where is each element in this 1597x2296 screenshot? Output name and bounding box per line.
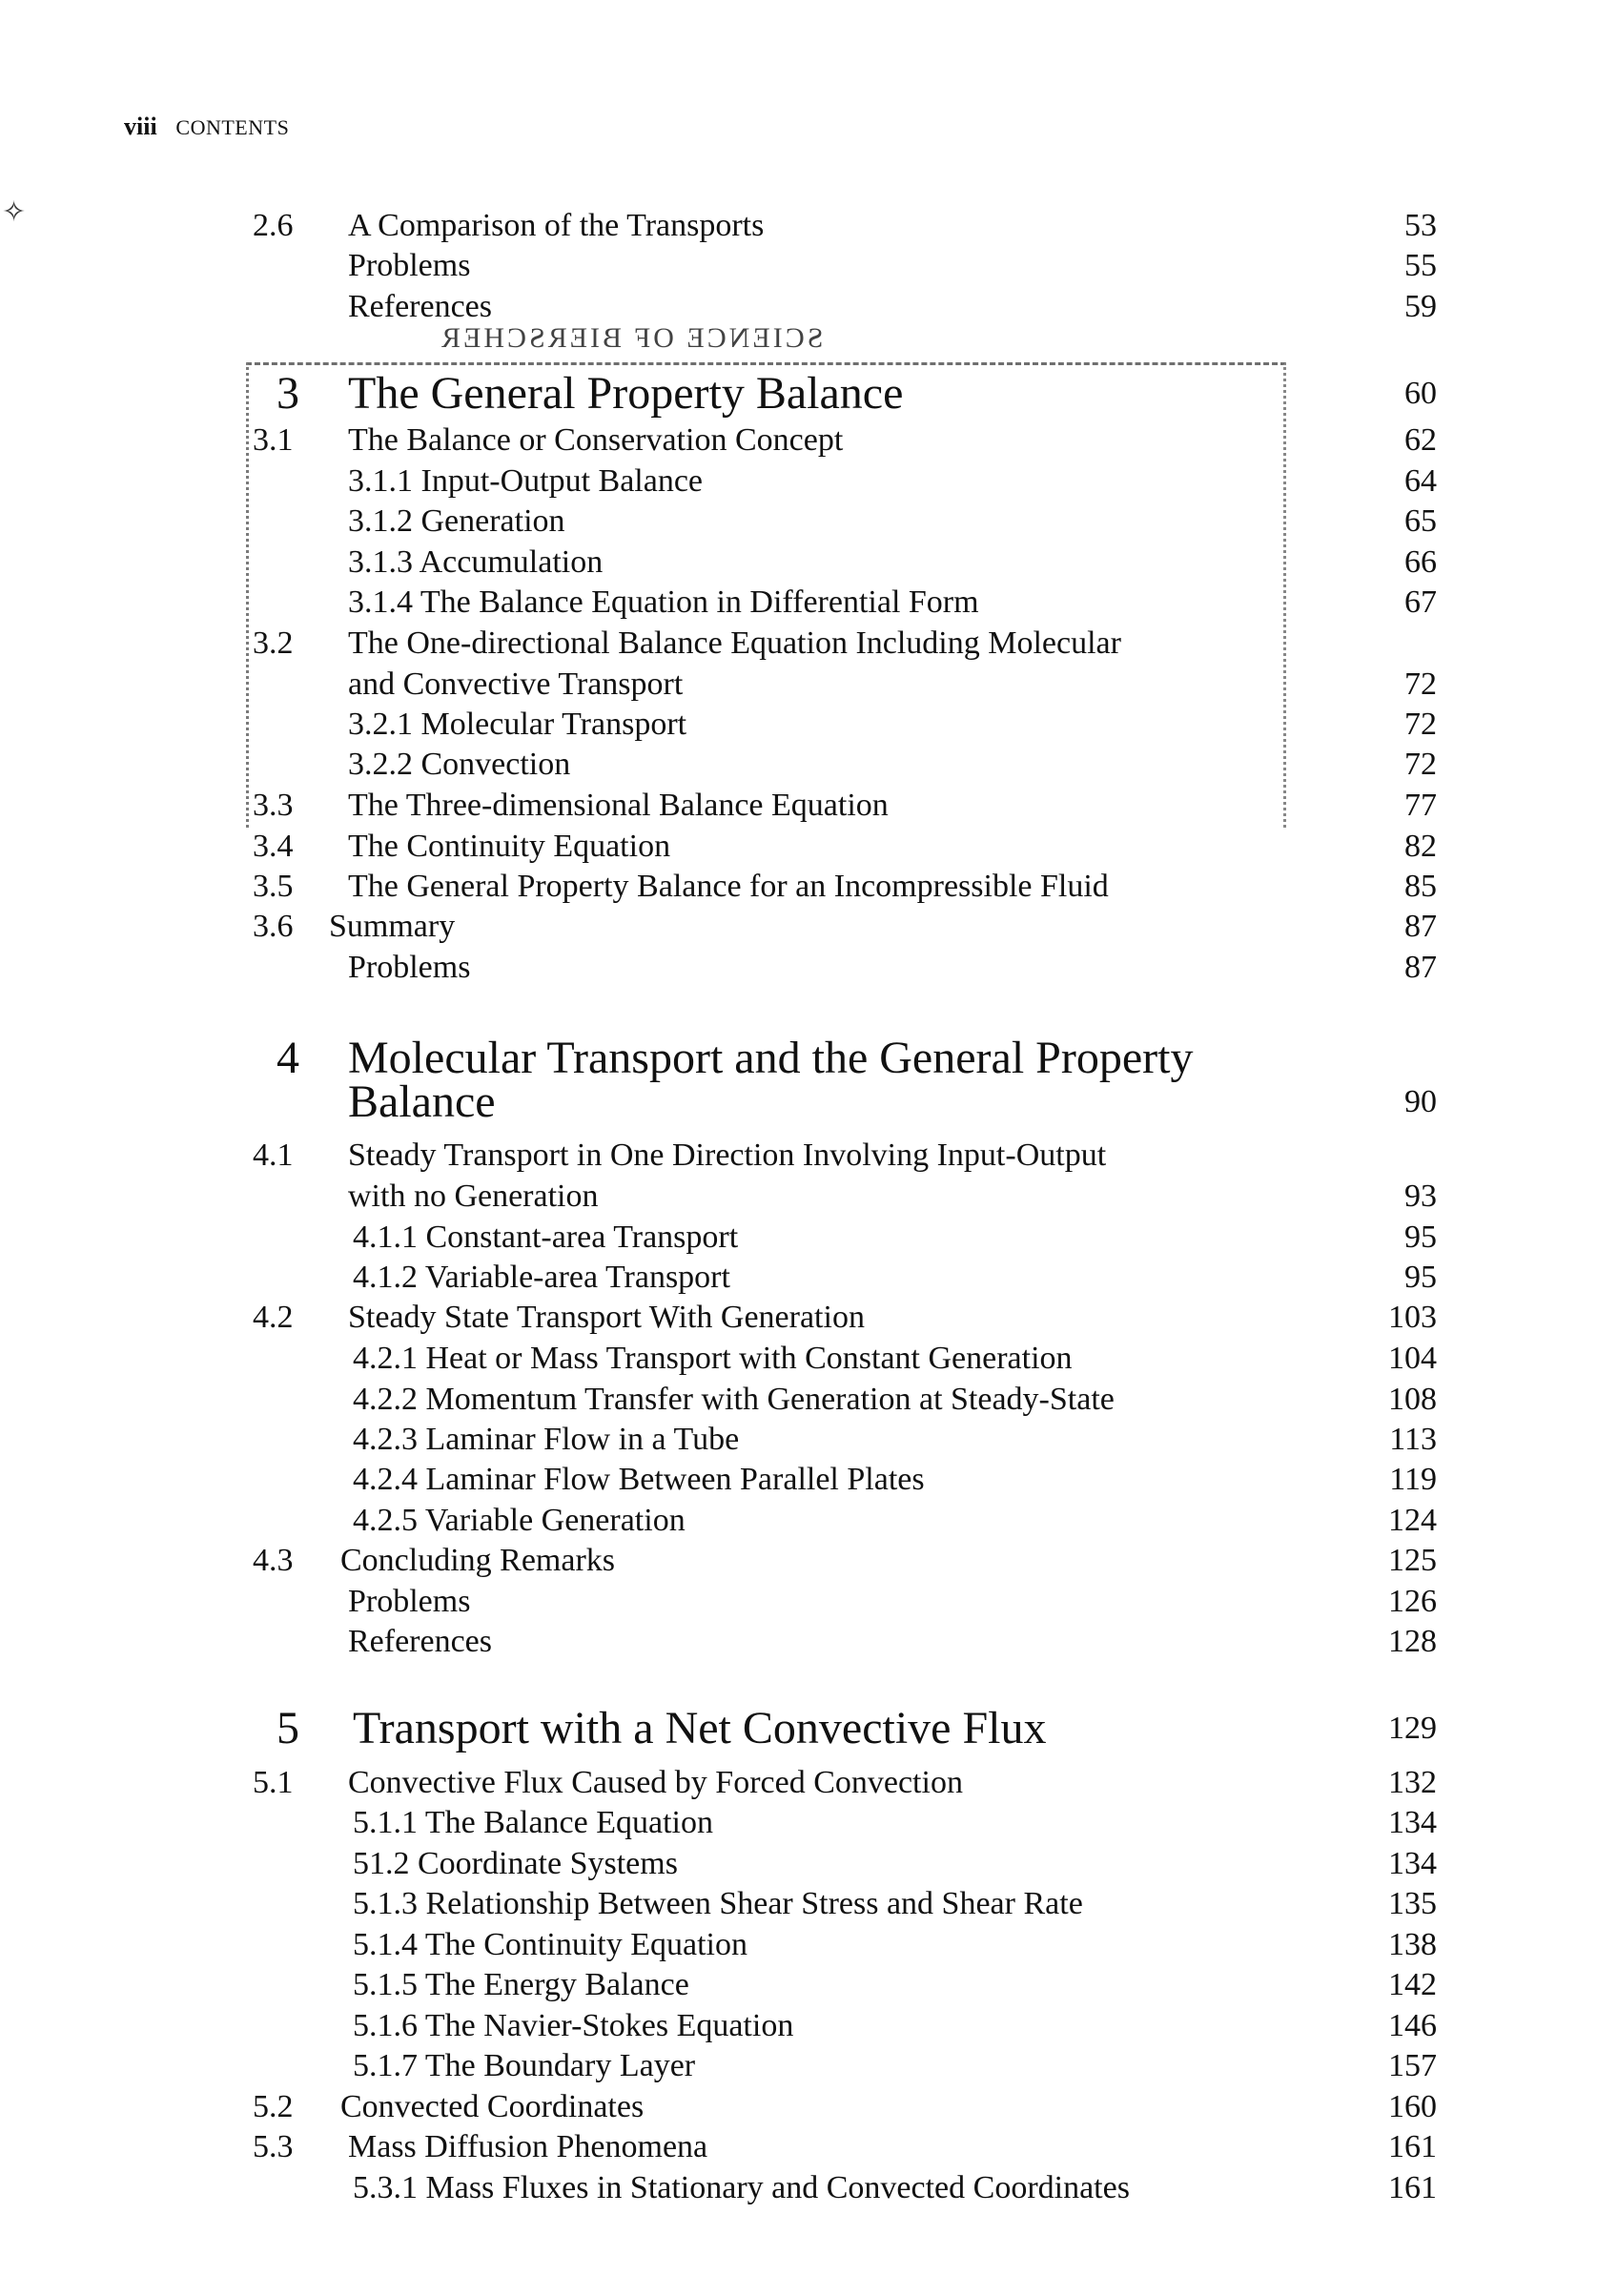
toc-page-number: 103 <box>1388 1300 1437 1335</box>
toc-entry-row <box>0 706 1597 744</box>
toc-entry-title: Molecular Transport and the General Property <box>348 1033 1194 1083</box>
toc-page-number: 93 <box>1404 1179 1437 1214</box>
toc-section-number: 5.1 <box>253 1765 294 1800</box>
toc-page-number: 135 <box>1388 1886 1437 1921</box>
toc-entry-title: 3.1.3 Accumulation <box>348 544 604 580</box>
toc-entry-title: Problems <box>348 248 471 283</box>
toc-page-number: 104 <box>1388 1341 1437 1376</box>
toc-page-number: 82 <box>1404 829 1437 864</box>
toc-section-number: 4.2 <box>253 1300 294 1335</box>
toc-page-number: 65 <box>1404 503 1437 539</box>
toc-entry-title: The Continuity Equation <box>348 829 671 864</box>
toc-page-number: 132 <box>1388 1765 1437 1800</box>
margin-mark-icon: ✧ <box>2 196 27 228</box>
page-number: viii <box>124 113 157 140</box>
toc-section-number: 4.1 <box>253 1138 294 1173</box>
toc-entry-row <box>0 543 1597 582</box>
toc-page-number: 59 <box>1404 289 1437 324</box>
toc-entry-row <box>0 908 1597 946</box>
toc-entry-row <box>0 1623 1597 1661</box>
toc-page-number: 134 <box>1388 1846 1437 1881</box>
toc-entry-row <box>0 1966 1597 2004</box>
toc-entry-row <box>0 1259 1597 1297</box>
toc-entry-row <box>0 1502 1597 1540</box>
toc-entry-title: Problems <box>348 950 471 985</box>
toc-page-number: 90 <box>1404 1084 1437 1119</box>
toc-entry-title: The General Property Balance <box>348 368 904 419</box>
toc-entry-title: 4.1.2 Variable-area Transport <box>353 1260 730 1295</box>
stamp-text: SCIENCE OF BIERSCHER <box>439 322 824 354</box>
toc-entry-row <box>0 1804 1597 1842</box>
toc-page-number: 72 <box>1404 666 1437 702</box>
toc-entry-title: 4.2.3 Laminar Flow in a Tube <box>353 1422 740 1457</box>
toc-section-number: 3.3 <box>253 788 294 823</box>
toc-section-number: 3.4 <box>253 829 294 864</box>
toc-page-number: 146 <box>1388 2008 1437 2043</box>
running-title: CONTENTS <box>175 115 290 139</box>
toc-page-number: 87 <box>1404 950 1437 985</box>
toc-page-number: 142 <box>1388 1967 1437 2002</box>
toc-entry-row <box>0 2047 1597 2085</box>
toc-entry-title: The One-directional Balance Equation Including Molecular <box>348 625 1121 661</box>
toc-entry-title: and Convective Transport <box>348 666 684 702</box>
toc-entry-title: 4.1.1 Constant-area Transport <box>353 1220 739 1255</box>
toc-entry-row <box>0 421 1597 460</box>
toc-entry-title: 5.1.5 The Energy Balance <box>353 1967 689 2002</box>
toc-entry-title: Problems <box>348 1584 471 1619</box>
toc-page-number: 161 <box>1388 2170 1437 2205</box>
toc-page-number: 62 <box>1404 422 1437 458</box>
toc-entry-title: 4.2.1 Heat or Mass Transport with Constant Generation <box>353 1341 1073 1376</box>
toc-entry-title: Balance <box>348 1076 496 1127</box>
toc-section-number: 2.6 <box>253 208 294 243</box>
toc-entry-row <box>0 2007 1597 2045</box>
toc-entry-title: 4.2.5 Variable Generation <box>353 1503 686 1538</box>
page-header <box>124 113 289 141</box>
toc-entry-row <box>0 1137 1597 1175</box>
toc-section-number: 3.6 <box>253 909 294 944</box>
toc-entry-title: Concluding Remarks <box>340 1543 616 1578</box>
toc-entry-row <box>0 1845 1597 1883</box>
toc-page-number: 53 <box>1404 208 1437 243</box>
toc-page-number: 66 <box>1404 544 1437 580</box>
toc-entry-title: 5.3.1 Mass Fluxes in Stationary and Convected Coordinates <box>353 2170 1130 2205</box>
toc-section-number: 5.3 <box>253 2129 294 2164</box>
toc-page-number: 85 <box>1404 869 1437 904</box>
toc-page-number: 108 <box>1388 1382 1437 1417</box>
toc-entry-title: Mass Diffusion Phenomena <box>348 2129 708 2164</box>
toc-chapter-row <box>0 1702 1597 1755</box>
toc-section-number: 3 <box>276 368 299 419</box>
toc-entry-title: Convective Flux Caused by Forced Convection <box>348 1765 963 1800</box>
toc-entry-row <box>0 462 1597 501</box>
toc-entry-row <box>0 1178 1597 1216</box>
toc-entry-row <box>0 1299 1597 1337</box>
toc-entry-title: 3.2.2 Convection <box>348 747 571 782</box>
toc-page-number: 64 <box>1404 463 1437 499</box>
toc-page-number: 126 <box>1388 1584 1437 1619</box>
toc-entry-title: 5.1.1 The Balance Equation <box>353 1805 713 1840</box>
toc-entry-row <box>0 625 1597 663</box>
toc-section-number: 5 <box>276 1703 299 1753</box>
toc-entry-row <box>0 2128 1597 2166</box>
toc-page-number: 77 <box>1404 788 1437 823</box>
toc-entry-title: 3.1.4 The Balance Equation in Differential Form <box>348 584 979 620</box>
toc-entry-title: 5.1.6 The Navier-Stokes Equation <box>353 2008 794 2043</box>
toc-page-number: 95 <box>1404 1260 1437 1295</box>
toc-entry-row <box>0 502 1597 541</box>
toc-chapter-row <box>0 367 1597 420</box>
toc-page-number: 60 <box>1404 376 1437 411</box>
toc-page-number: 72 <box>1404 747 1437 782</box>
toc-page-number: 125 <box>1388 1543 1437 1578</box>
toc-page-number: 67 <box>1404 584 1437 620</box>
toc-entry-row <box>0 1219 1597 1257</box>
toc-section-number: 4.3 <box>253 1543 294 1578</box>
toc-entry-row <box>0 828 1597 866</box>
toc-page-number: 138 <box>1388 1927 1437 1962</box>
toc-page-number: 113 <box>1389 1422 1437 1457</box>
toc-entry-row <box>0 1764 1597 1802</box>
toc-page-number: 124 <box>1388 1503 1437 1538</box>
toc-entry-title: with no Generation <box>348 1179 599 1214</box>
toc-section-number: 3.2 <box>253 625 294 661</box>
toc-entry-title: References <box>348 1624 493 1659</box>
toc-entry-row <box>0 2169 1597 2207</box>
toc-entry-title: 3.1.1 Input-Output Balance <box>348 463 704 499</box>
toc-page-number: 72 <box>1404 707 1437 742</box>
toc-entry-row <box>0 1340 1597 1378</box>
toc-entry-title: 4.2.2 Momentum Transfer with Generation at Steady-State <box>353 1382 1115 1417</box>
toc-entry-title: Steady Transport in One Direction Involving Input-Output <box>348 1138 1107 1173</box>
toc-page-number: 160 <box>1388 2089 1437 2124</box>
toc-entry-row <box>0 1381 1597 1419</box>
toc-section-number: 3.1 <box>253 422 294 458</box>
toc-entry-title: 3.1.2 Generation <box>348 503 565 539</box>
toc-section-number: 4 <box>276 1033 299 1083</box>
toc-entry-row <box>0 666 1597 704</box>
toc-entry-row <box>0 787 1597 825</box>
toc-entry-row <box>0 1421 1597 1459</box>
toc-page-number: 55 <box>1404 248 1437 283</box>
toc-entry-title: Steady State Transport With Generation <box>348 1300 865 1335</box>
toc-entry-row <box>0 949 1597 987</box>
toc-entry-title: The General Property Balance for an Incompressible Fluid <box>348 869 1109 904</box>
toc-entry-title: Convected Coordinates <box>340 2089 645 2124</box>
toc-entry-row <box>0 1885 1597 1923</box>
toc-entry-row <box>0 1542 1597 1580</box>
toc-page-number: 95 <box>1404 1220 1437 1255</box>
toc-entry-title: The Three-dimensional Balance Equation <box>348 788 889 823</box>
toc-entry-title: References <box>348 289 493 324</box>
toc-entry-title: 3.2.1 Molecular Transport <box>348 707 687 742</box>
toc-chapter-row <box>0 1076 1597 1129</box>
toc-entry-title: Summary <box>329 909 456 944</box>
toc-entry-row <box>0 1926 1597 1964</box>
toc-page-number: 157 <box>1388 2048 1437 2083</box>
toc-page-number: 161 <box>1388 2129 1437 2164</box>
toc-entry-title: 5.1.4 The Continuity Equation <box>353 1927 747 1962</box>
toc-entry-title: Transport with a Net Convective Flux <box>353 1703 1047 1753</box>
toc-section-number: 3.5 <box>253 869 294 904</box>
toc-entry-row <box>0 1583 1597 1621</box>
toc-entry-row <box>0 207 1597 245</box>
toc-entry-row <box>0 2088 1597 2126</box>
toc-entry-row <box>0 584 1597 622</box>
toc-entry-title: 4.2.4 Laminar Flow Between Parallel Plates <box>353 1462 925 1497</box>
toc-page-number: 129 <box>1388 1711 1437 1746</box>
toc-page-number: 134 <box>1388 1805 1437 1840</box>
toc-entry-title: 51.2 Coordinate Systems <box>353 1846 678 1881</box>
toc-entry-title: 5.1.3 Relationship Between Shear Stress and Shear Rate <box>353 1886 1083 1921</box>
toc-page-number: 87 <box>1404 909 1437 944</box>
toc-entry-row <box>0 746 1597 784</box>
toc-entry-row <box>0 1461 1597 1499</box>
toc-entry-row <box>0 868 1597 906</box>
toc-section-number: 5.2 <box>253 2089 294 2124</box>
toc-entry-row <box>0 288 1597 326</box>
toc-page-number: 119 <box>1389 1462 1437 1497</box>
toc-entry-row <box>0 247 1597 285</box>
toc-entry-title: A Comparison of the Transports <box>348 208 765 243</box>
toc-entry-title: 5.1.7 The Boundary Layer <box>353 2048 696 2083</box>
toc-page-number: 128 <box>1388 1624 1437 1659</box>
toc-entry-title: The Balance or Conservation Concept <box>348 422 844 458</box>
